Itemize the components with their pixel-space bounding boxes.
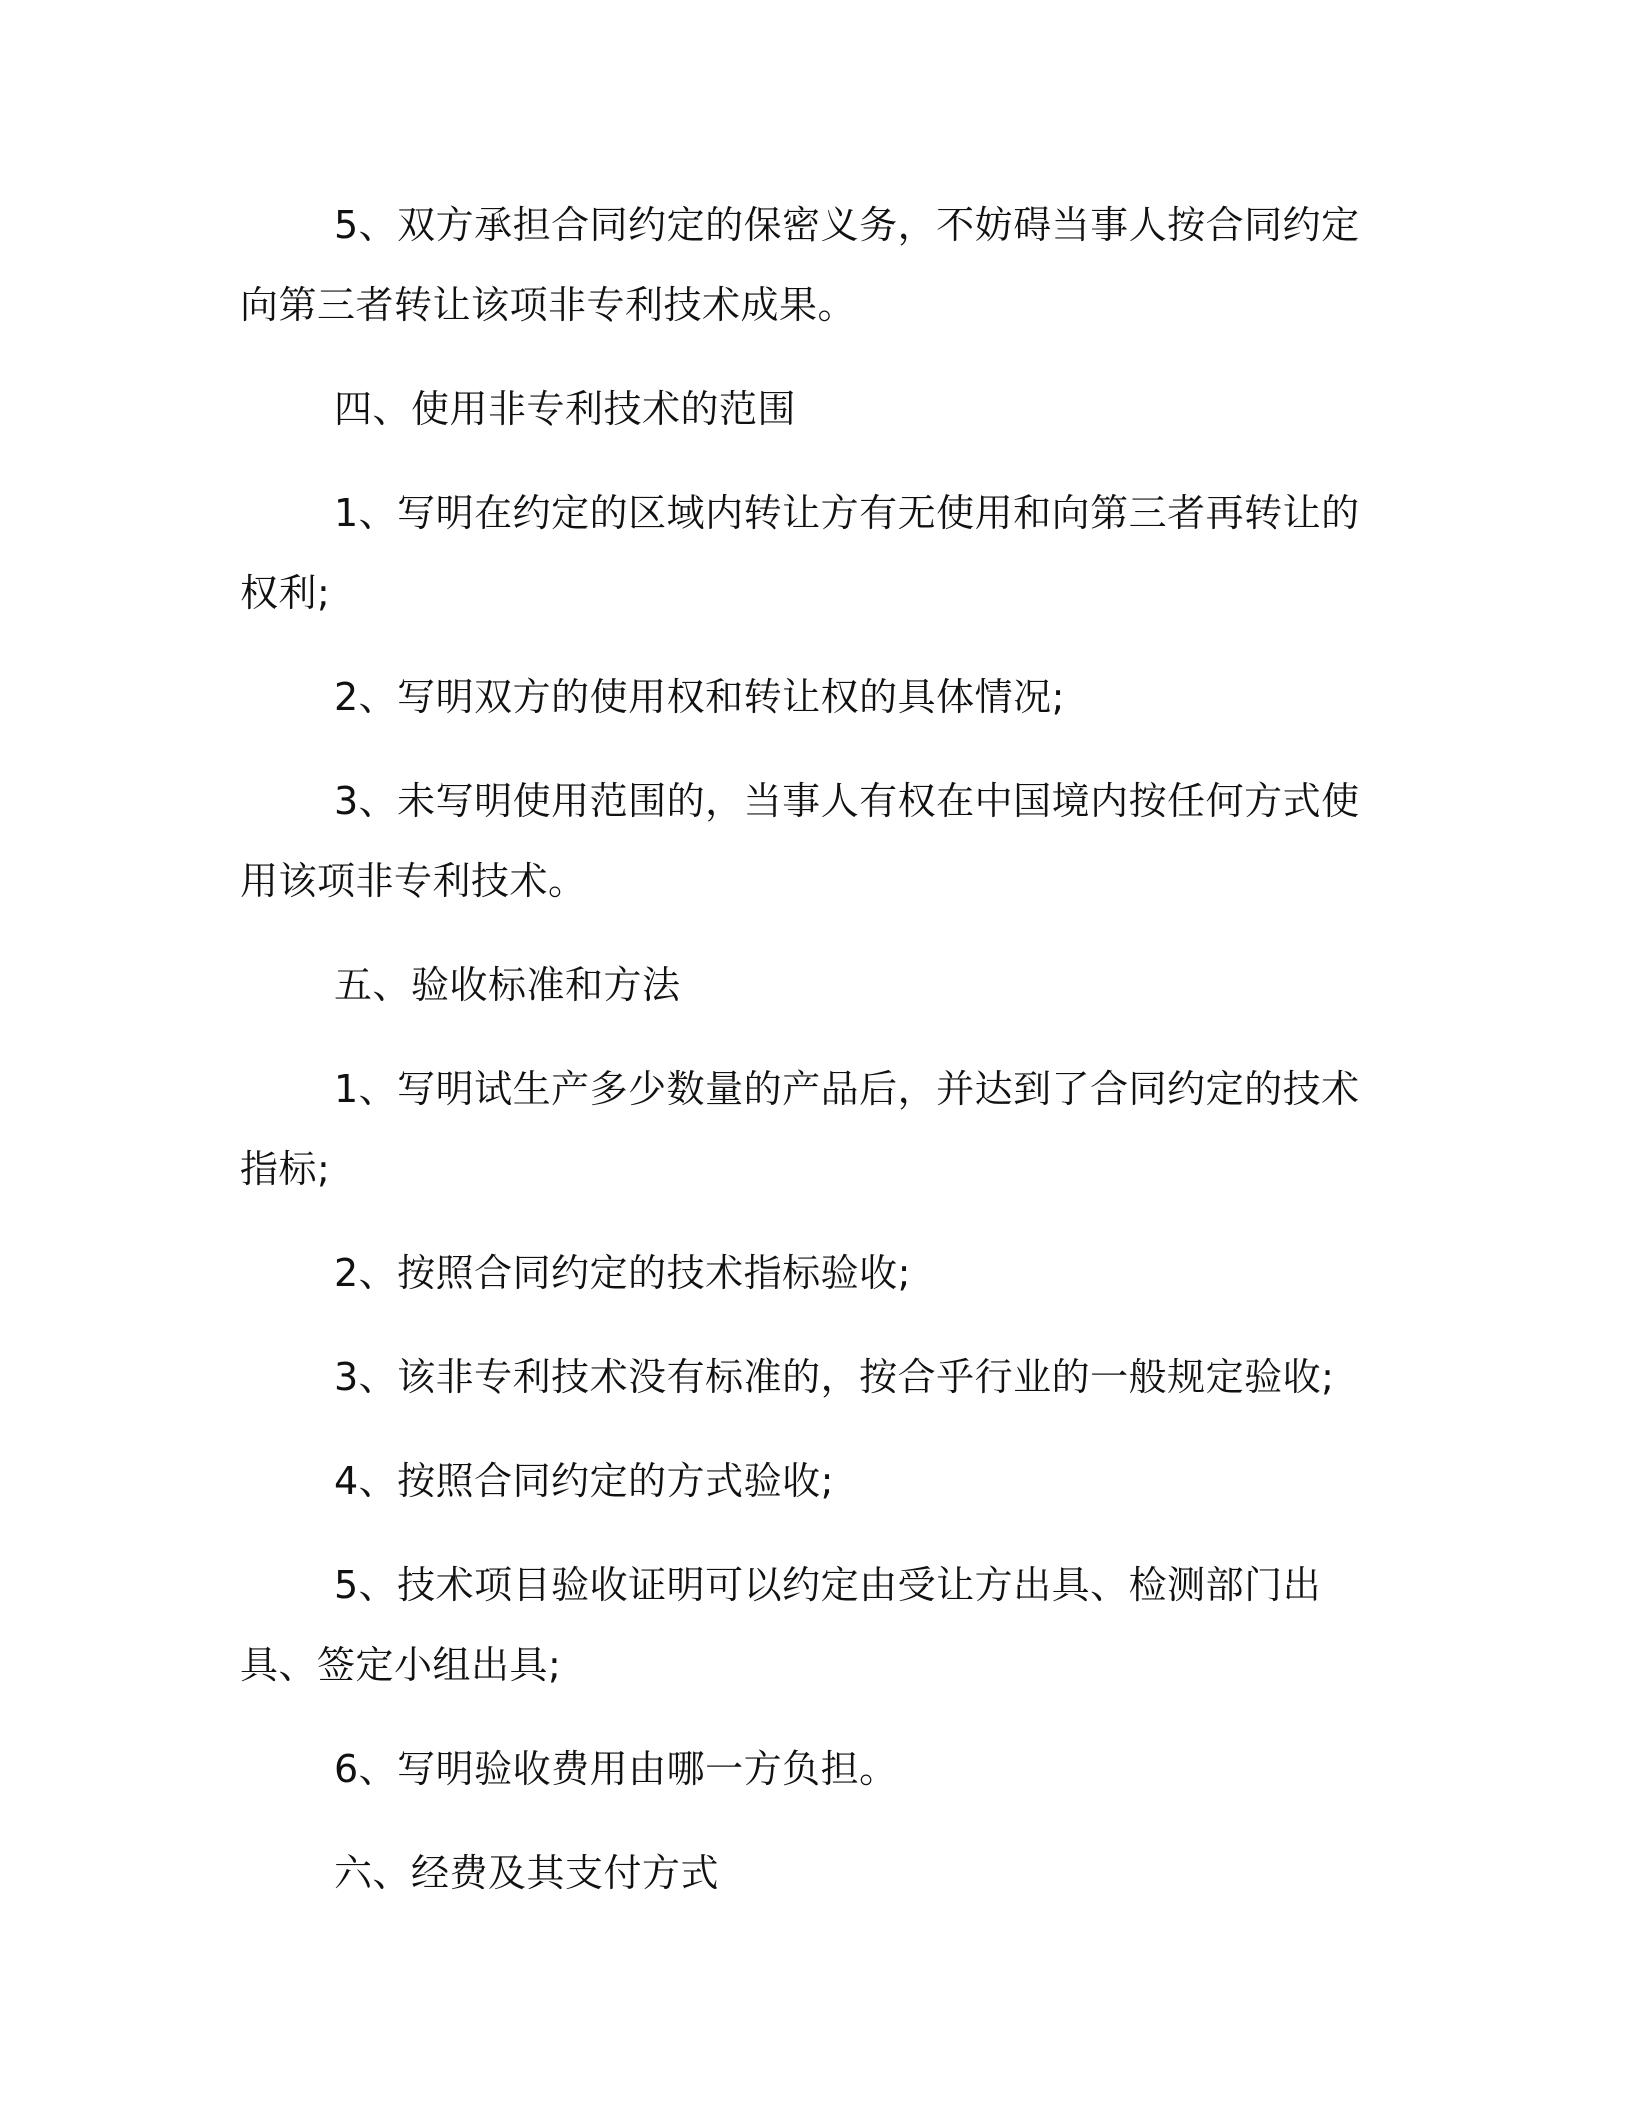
paragraph-acceptance-6: 6、写明验收费用由哪一方负担。 [334,1747,898,1791]
paragraph-scope-1: 1、写明在约定的区域内转让方有无使用和向第三者再转让的权利; [240,491,1360,615]
section-heading-4: 四、使用非专利技术的范围 [334,387,797,431]
paragraph-acceptance-2: 2、按照合同约定的技术指标验收; [334,1251,911,1295]
paragraph-acceptance-4: 4、按照合同约定的方式验收; [334,1459,834,1503]
document-body [240,185,1360,1913]
section-heading-5: 五、验收标准和方法 [334,963,681,1007]
paragraph-acceptance-5: 5、技术项目验收证明可以约定由受让方出具、检测部门出具、签定小组出具; [240,1563,1322,1687]
paragraph-scope-3: 3、未写明使用范围的，当事人有权在中国境内按任何方式使用该项非专利技术。 [240,779,1360,903]
paragraph-scope-2: 2、写明双方的使用权和转让权的具体情况; [334,675,1065,719]
paragraph-acceptance-3: 3、该非专利技术没有标准的，按合乎行业的一般规定验收; [334,1355,1335,1399]
paragraph-acceptance-1: 1、写明试生产多少数量的产品后，并达到了合同约定的技术指标; [240,1067,1360,1191]
section-heading-6: 六、经费及其支付方式 [334,1851,720,1895]
paragraph-confidentiality-5: 5、双方承担合同约定的保密义务，不妨碍当事人按合同约定向第三者转让该项非专利技术成果。 [240,203,1360,327]
